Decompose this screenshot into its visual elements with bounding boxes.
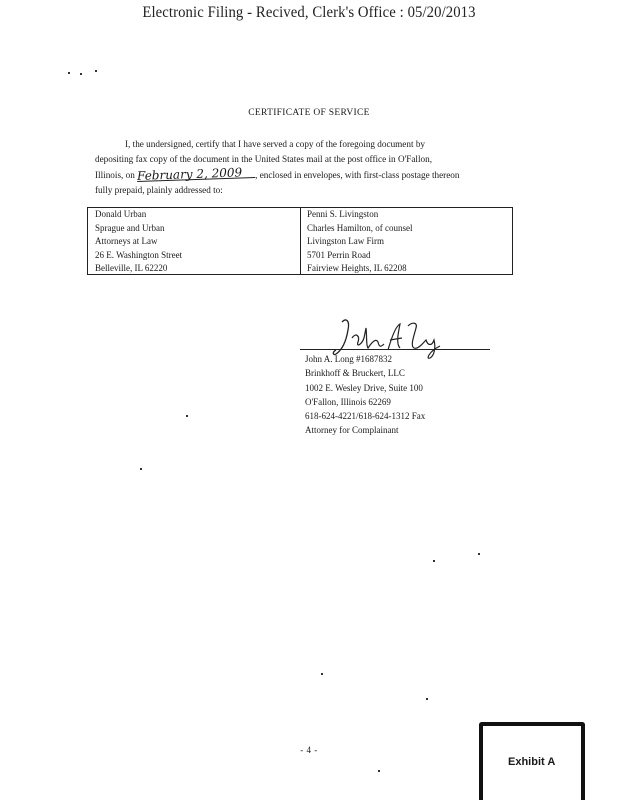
scan-speck <box>433 560 435 562</box>
scan-speck <box>80 73 82 75</box>
service-list-table <box>87 207 513 275</box>
certificate-line-3-pre: Illinois, on <box>95 169 135 180</box>
scan-speck <box>426 698 428 700</box>
exhibit-label: Exhibit A <box>508 756 556 768</box>
scan-speck <box>186 415 188 417</box>
firm-address: 1002 E. Wesley Drive, Suite 100 <box>305 382 423 393</box>
address-line: Belleville, IL 62220 <box>95 263 168 274</box>
address-line: 26 E. Washington Street <box>95 249 183 260</box>
certificate-line-1: I, the undersigned, certify that I have served a copy of the foregoing document by <box>125 139 426 149</box>
scan-speck <box>68 72 70 74</box>
service-recipient-left <box>95 208 182 276</box>
address-line: Charles Hamilton, of counsel <box>307 222 413 233</box>
certificate-line-3 <box>95 164 507 183</box>
page-number: - 4 - <box>300 745 318 755</box>
address-line: Donald Urban <box>95 209 147 219</box>
certificate-line-4: fully prepaid, plainly addressed to: <box>95 184 223 195</box>
exhibit-tab <box>479 722 585 800</box>
scan-speck <box>478 553 480 555</box>
address-line: Penni S. Livingston <box>307 209 379 219</box>
certificate-body <box>95 137 507 198</box>
firm-name: Brinkhoff & Bruckert, LLC <box>305 368 405 379</box>
certificate-title: CERTIFICATE OF SERVICE <box>248 108 370 118</box>
certificate-line-3-post: , enclosed in envelopes, with first-class postage thereon <box>255 169 460 180</box>
scan-speck <box>321 673 323 675</box>
address-line: Attorneys at Law <box>95 236 158 247</box>
address-line: Sprague and Urban <box>95 222 165 233</box>
filing-stamp-header: Electronic Filing - Recived, Clerk's Office : 05/20/2013 <box>142 4 476 21</box>
signature-line <box>300 349 490 350</box>
firm-city: O'Fallon, Illinois 62269 <box>305 396 391 407</box>
handwritten-date: February 2, 2009 <box>137 167 255 182</box>
attorney-name: John A. Long #1687832 <box>305 354 393 364</box>
address-line: 5701 Perrin Road <box>307 249 371 260</box>
attorney-role: Attorney for Complainant <box>305 425 399 436</box>
table-divider <box>300 208 301 274</box>
address-line: Livingston Law Firm <box>307 236 384 247</box>
firm-phone-fax: 618-624-4221/618-624-1312 Fax <box>305 411 426 422</box>
scan-speck <box>95 70 97 72</box>
certificate-line-2: depositing fax copy of the document in the United States mail at the post office in O'Fallon, <box>95 154 433 165</box>
service-recipient-right <box>307 208 412 276</box>
address-line: Fairview Heights, IL 62208 <box>307 263 407 274</box>
scan-speck <box>140 468 142 470</box>
scan-speck <box>378 770 380 772</box>
attorney-signature-block <box>305 352 425 438</box>
